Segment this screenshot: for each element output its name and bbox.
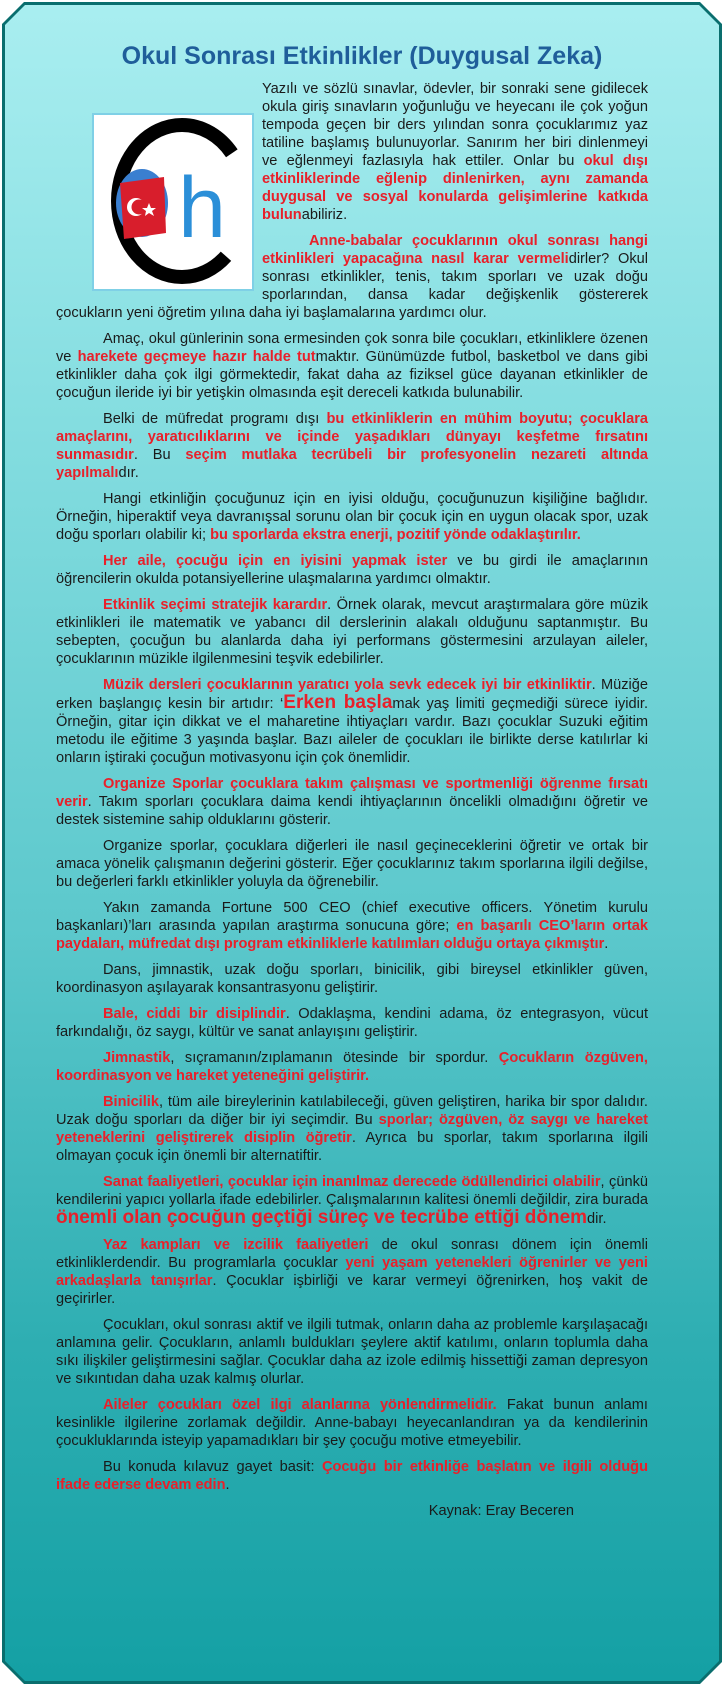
article-body — [56, 80, 648, 1528]
paragraph: Amaç, okul günlerinin sona ermesinden çok sonra bile çocukları, etkinliklere özenen ve harekete geçmeye hazır halde tutmaktır. Günümüzde futbol, basketbol ve dans gibi etkinlikler daha çok ilgi görmektedir, fakat daha az fiziksel güce dayanan etkinlikler de çocuğun ileride iyi bir yetişkin olmasında eşit dereceli katkıda bulunabilir. — [56, 331, 649, 401]
paragraph: Sanat faaliyetleri, çocuklar için inanılmaz derecede ödüllendirici olabilir, çünkü kendilerini yapıcı yollarla ifade edebilirler. Çalışmalarının kalitesi önemli değildir, zira burada önemli olan çocuğun geçtiği süreç ve tecrübe ettiği dönemdir. — [56, 1174, 648, 1228]
paragraph: Jimnastik, sıçramanın/zıplamanın ötesinde bir spordur. Çocukların özgüven, koordinasyon ve hareket yeteneğini geliştirir. — [56, 1050, 648, 1084]
paragraph: Her aile, çocuğu için en iyisini yapmak ister ve bu girdi ile amaçlarının öğrencilerin okulda potansiyellerine ulaşmalarına yardımcı olmaktır. — [56, 553, 648, 587]
oh-logo-icon — [92, 113, 254, 291]
paragraph: Belki de müfredat programı dışı bu etkinliklerin en mühim boyutu; çocuklara amaçlarını, yaratıcılıklarını ve içinde yaşadıkları dünyayı keşfetme fırsatını sunmasıdır. Bu seçim mutlaka tecrübeli bir profesyonelin nezareti altında yapılmalıdır. — [56, 411, 648, 481]
paragraph: Müzik dersleri çocuklarının yaratıcı yola sevk edecek iyi bir etkinliktir. Müziğe erken başlangıç kesin bir artıdır: ‘Erken başlamak yaş limiti geçmediği sürece iyidir. Örneğin, gitar için dikkat ve el maharetine ihtiyaçları vardır. Bazı çocuklar Suzuki eğitim metodu ile eğitime 3 yaşında başlar. Bazı aileler de çocukları ile birlikte derse katılırlar ki onların iştiraki çocuğun motivasyonu için çok önemlidir. — [56, 677, 649, 766]
paragraph-intro: h Yazılı ve sözlü sınavlar, ödevler, bir sonraki sene gidilecek okula giriş sınavların yoğunluğu ve heyecanı ile çok yoğun tempoda geçen bir ders yılından sonra çocuklarımız yaz tatiline başlamış bulunuyorlar. Sanırım her biri dinlenmeyi ve eğlenmeyi fazlasıyla hak ettiler. Onlar bu okul dışı etkinliklerinde eğlenip dinlenirken, aynı zamanda duygusal ve sosyal konularda gelişimlerine katkıda bulunabiliriz. — [56, 80, 648, 224]
paragraph: Yaz kampları ve izcilik faaliyetleri de okul sonrası dönem için önemli etkinliklerdendir. Bu programlarla çocuklar yeni yaşam yetenekleri öğrenirler ve yeni arkadaşlarla tanışırlar. Çocuklar işbirliği ve karar vermeyi öğrenirken, hoş vakit de geçirirler. — [56, 1237, 648, 1307]
paragraph: Bale, ciddi bir disiplindir. Odaklaşma, kendini adama, öz entegrasyon, vücut farkındalığı, öz saygı, kültür ve sanat anlayışını geliştirir. — [56, 1006, 648, 1040]
logo-letter: h — [178, 160, 226, 256]
paragraph: Dans, jimnastik, uzak doğu sporları, binicilik, gibi bireysel etkinlikler güven, koordinasyon aşılayarak konsantrasyonu geliştirir. — [56, 962, 648, 996]
paragraph: Çocukları, okul sonrası aktif ve ilgili tutmak, onların daha az problemle karşılaşacağı anlamına gelir. Çocukların, anlamlı buldukları şeylere aktif katılımı, onların toplumla daha sıkı ilişkiler geliştirmesini sağlar. Çocuklar daha az izole edilmiş hissettiği zaman depresyon ve sıkıntıdan daha uzak kalmış olurlar. — [56, 1317, 648, 1387]
paragraph: Organize Sporlar çocuklara takım çalışması ve sportmenliği öğrenme fırsatı verir. Takım sporları çocuklara daima kendi ihtiyaçlarının öncelikli olmadığını öğretir ve destek sistemine sahip olduklarını gösterir. — [56, 776, 648, 828]
paragraph: Yakın zamanda Fortune 500 CEO (chief executive officers. Yönetim kurulu başkanları)’ları arasında yapılan araştırma sonucuna göre; en başarılı CEO’ların ortak paydaları, müfredat dışı program etkinliklerle katılımları olduğu ortaya çıkmıştır. — [56, 900, 648, 952]
paragraph: Binicilik, tüm aile bireylerinin katılabileceği, güven geliştiren, harika bir spor dalıdır. Uzak doğu sporları da diğer bir iyi seçimdir. Bu sporlar; özgüven, öz saygı ve hareket yeteneklerini geliştirerek disiplin öğretir. Ayrıca bu sporlar, takım sporlarına ilgili olmayan çocuk için önemli bir alternatiftir. — [56, 1094, 649, 1164]
source-credit: Kaynak: Eray Beceren — [428, 1503, 574, 1519]
page-title: Okul Sonrası Etkinlikler (Duygusal Zeka) — [121, 42, 603, 70]
paragraph: Hangi etkinliğin çocuğunuz için en iyisi olduğu, çocuğunuzun kişiliğine bağlıdır. Örneğin, hiperaktif veya davranışsal sorunu olan bir çocuk için en uygun olacak spor, uzak doğu sporları olabilir ki; bu sporlarda ekstra enerji, pozitif yönde odaklaştırılır. — [56, 491, 648, 543]
paragraph: Anne-babalar çocuklarının okul sonrası hangi etkinlikleri yapacağına nasıl karar vermelidirler? Okul sonrası etkinlikler, tenis, takım sporları ve uzak doğu sporlarından, dansa kadar değişkenlik göstererek çocukların yeni öğretim yılına daha iyi başlamalarına yardımcı olur. — [56, 233, 648, 321]
paragraph: Organize sporlar, çocuklara diğerleri ile nasıl geçineceklerini öğretir ve ortak bir amaca yönelik çalışmanın değerini gösterir. Eğer çocuklarınız takım sporlarına ilgili değilse, bu değerleri farklı etkinlikler yoluyla da öğrenebilir. — [56, 838, 648, 890]
paragraph: Bu konuda kılavuz gayet basit: Çocuğu bir etkinliğe başlatın ve ilgili olduğu ifade ederse devam edin. — [56, 1459, 648, 1493]
paragraph: Aileler çocukları özel ilgi alanlarına yönlendirmelidir. Fakat bunun anlamı kesinlikle ilgilerine zorlamak değildir. Anne-babayı heyecanlandıran ya da kendilerinin çocukluklarında isteyip yapamadıkları bir şey çocuğu motive etmeyebilir. — [56, 1397, 648, 1449]
paragraph: Etkinlik seçimi stratejik karardır. Örnek olarak, mevcut araştırmalara göre müzik etkinlikleri ile matematik ve yabancı dil derslerinin alakalı olduğunu saptanmıştır. Bu sebepten, çocuğun bu alanlarda daha iyi performans göstermesini arzulayan aileler, çocuklarının müzikle ilgilenmesini teşvik edebilirler. — [56, 597, 648, 667]
